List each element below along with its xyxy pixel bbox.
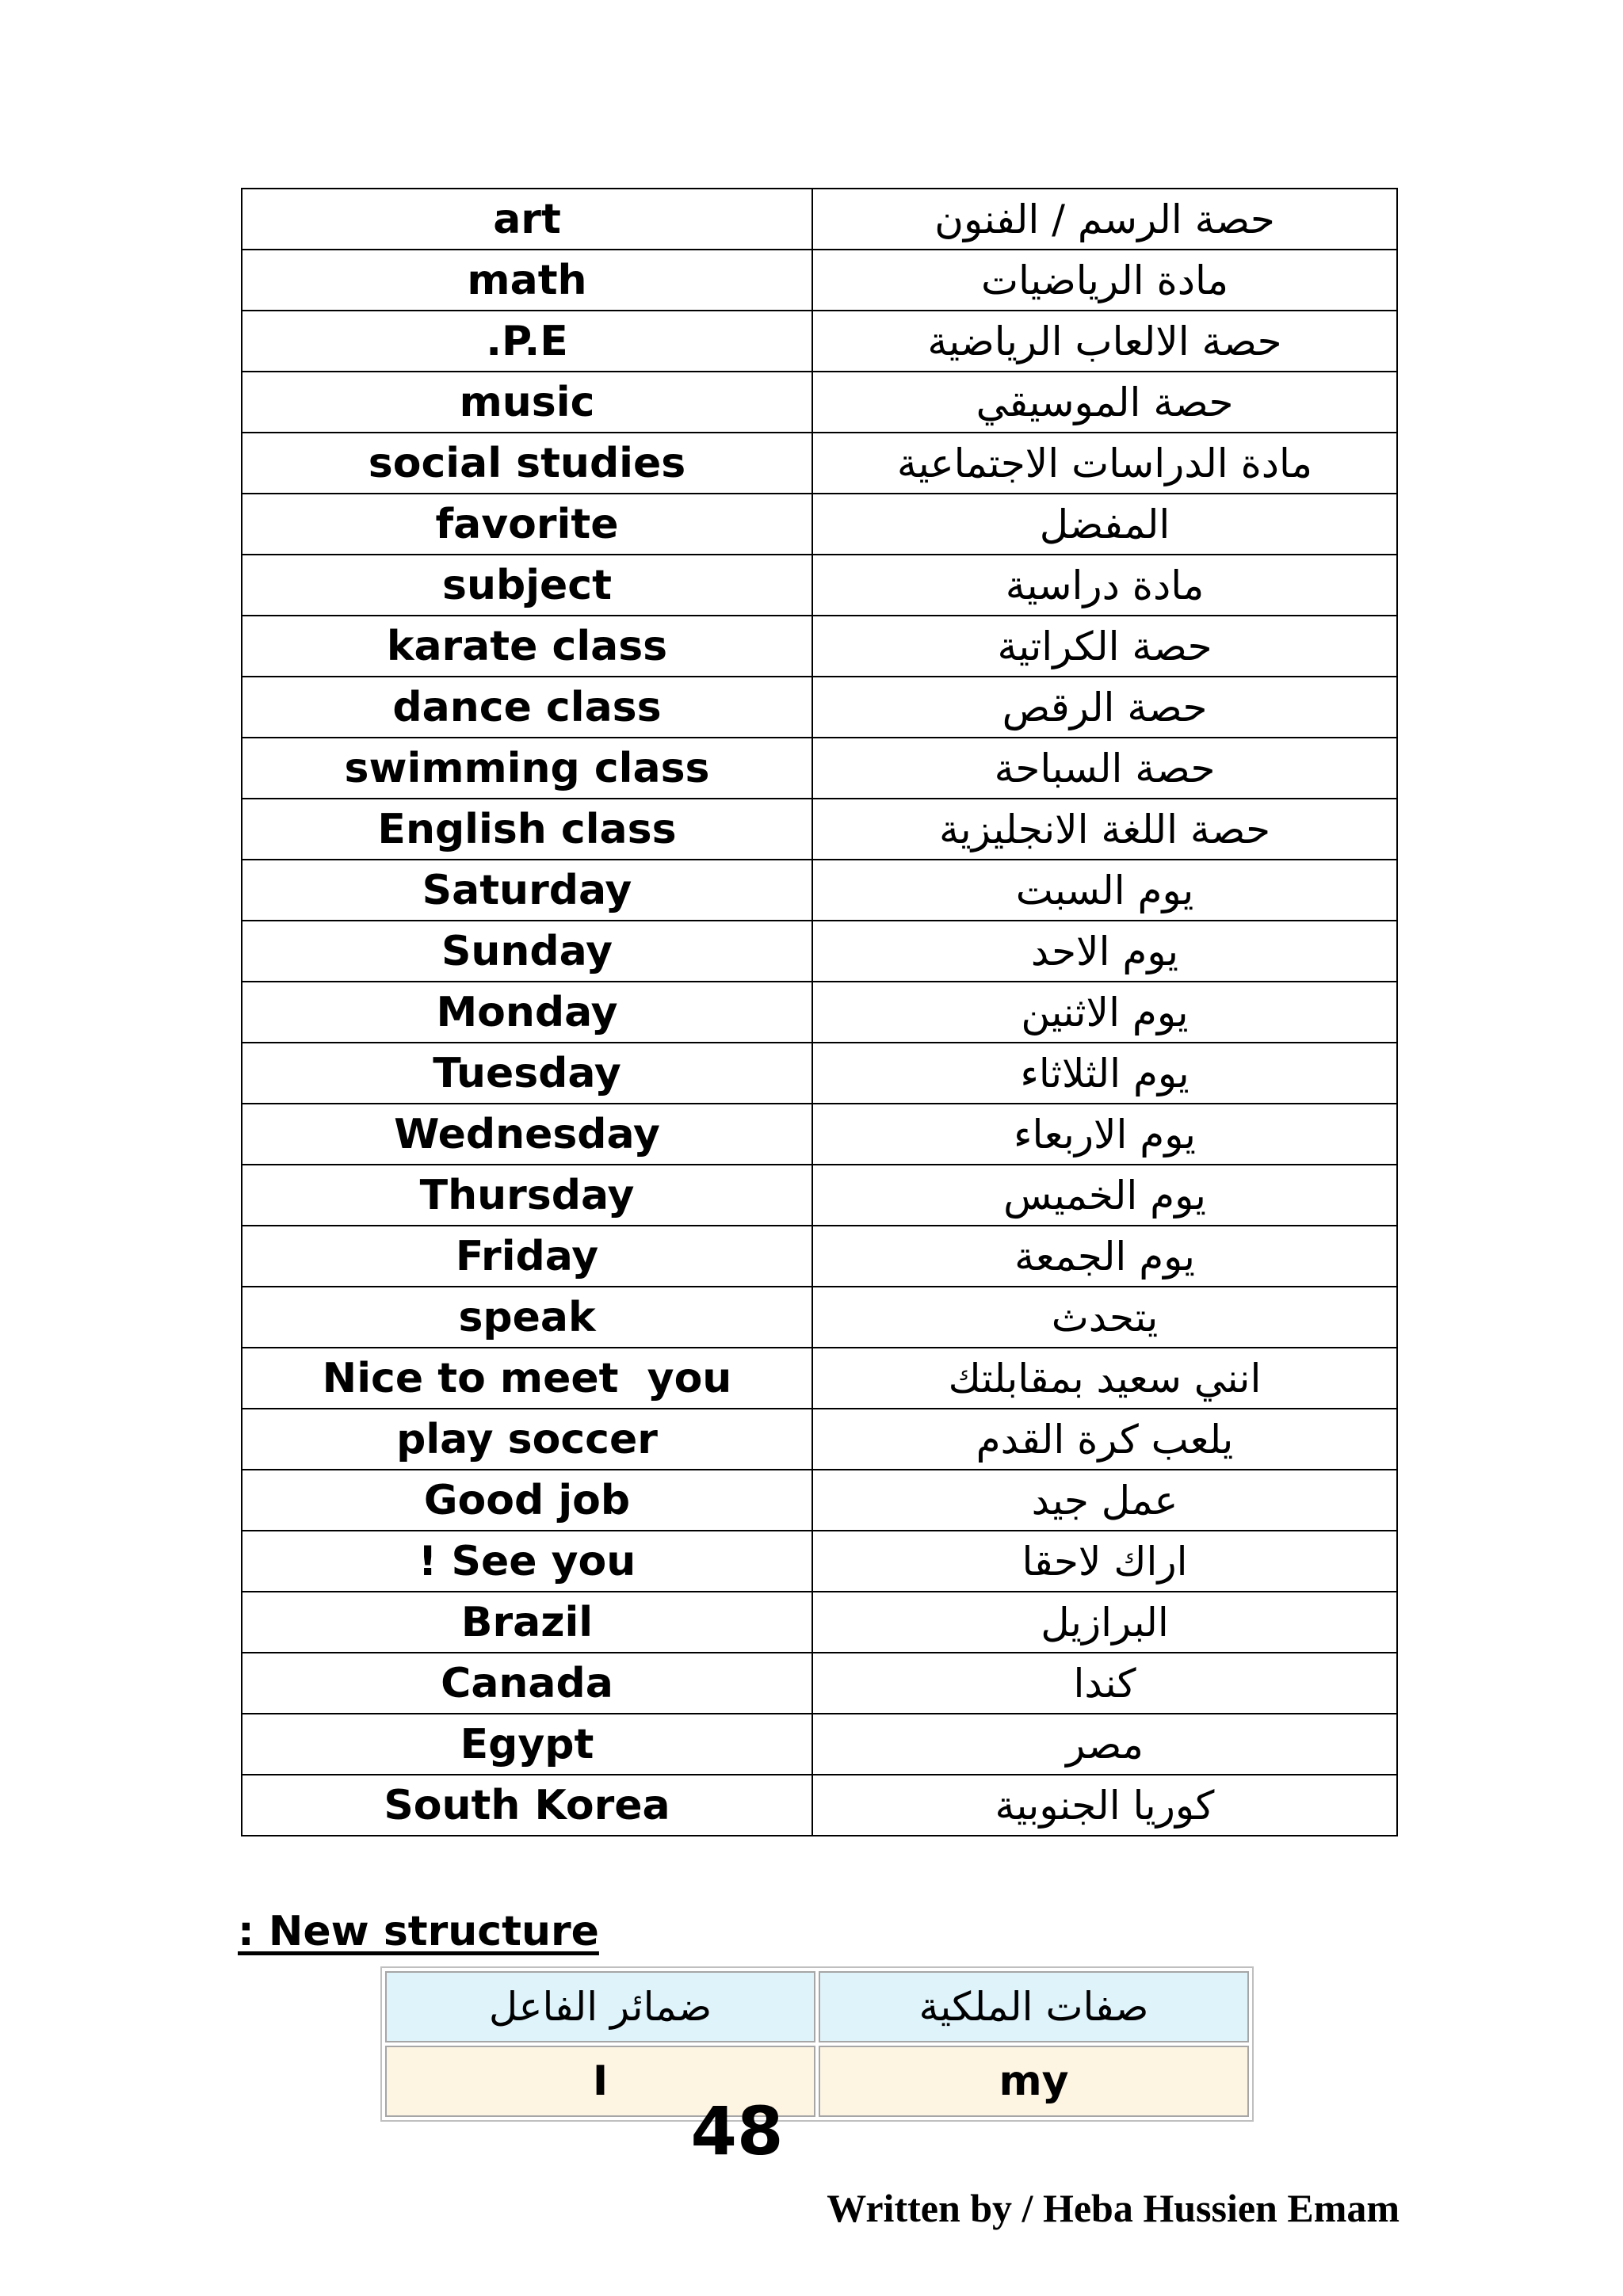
table-row xyxy=(242,311,1397,372)
table-row xyxy=(242,616,1397,677)
arabic-translation: كوريا الجنوبية xyxy=(812,1775,1397,1836)
subject-pronoun-cell: I xyxy=(385,2046,815,2117)
structure-row xyxy=(385,2046,1249,2117)
table-row xyxy=(242,189,1397,250)
table-row xyxy=(242,250,1397,311)
table-row xyxy=(242,860,1397,921)
english-word: South Korea xyxy=(242,1775,812,1836)
arabic-translation: يوم الخميس xyxy=(812,1165,1397,1226)
english-word: social studies xyxy=(242,433,812,494)
table-row xyxy=(242,1226,1397,1287)
arabic-translation: يوم الثلاثاء xyxy=(812,1043,1397,1104)
arabic-translation: حصة الموسيقي xyxy=(812,372,1397,433)
english-word: music xyxy=(242,372,812,433)
arabic-translation: انني سعيد بمقابلتك xyxy=(812,1348,1397,1409)
arabic-translation: يتحدث xyxy=(812,1287,1397,1348)
table-row xyxy=(242,1775,1397,1836)
english-word: Monday xyxy=(242,982,812,1043)
table-row xyxy=(242,738,1397,799)
table-row xyxy=(242,1531,1397,1592)
arabic-translation: البرازيل xyxy=(812,1592,1397,1653)
english-word: Nice to meet you xyxy=(242,1348,812,1409)
structure-table xyxy=(380,1966,1254,2122)
table-row xyxy=(242,433,1397,494)
new-structure-heading: : New structure xyxy=(238,1908,599,1955)
vocabulary-table xyxy=(241,188,1398,1836)
arabic-translation: عمل جيد xyxy=(812,1470,1397,1531)
table-row xyxy=(242,921,1397,982)
table-row xyxy=(242,1409,1397,1470)
page-number: 48 xyxy=(690,2092,784,2170)
english-word: Tuesday xyxy=(242,1043,812,1104)
english-word: English class xyxy=(242,799,812,860)
table-row xyxy=(242,1165,1397,1226)
arabic-translation: حصة الرسم / الفنون xyxy=(812,189,1397,250)
table-row xyxy=(242,1348,1397,1409)
english-word: Egypt xyxy=(242,1714,812,1775)
arabic-translation: يوم الاربعاء xyxy=(812,1104,1397,1165)
arabic-translation: حصة الالعاب الرياضية xyxy=(812,311,1397,372)
arabic-translation: مادة الرياضيات xyxy=(812,250,1397,311)
table-row xyxy=(242,1714,1397,1775)
structure-table-body xyxy=(385,1971,1249,2117)
english-word: Sunday xyxy=(242,921,812,982)
arabic-translation: يوم الاثنين xyxy=(812,982,1397,1043)
table-row xyxy=(242,799,1397,860)
structure-header-row xyxy=(385,1971,1249,2042)
arabic-translation: مادة دراسية xyxy=(812,555,1397,616)
table-row xyxy=(242,982,1397,1043)
arabic-translation: حصة السباحة xyxy=(812,738,1397,799)
english-word: karate class xyxy=(242,616,812,677)
table-row xyxy=(242,677,1397,738)
arabic-translation: يوم الاحد xyxy=(812,921,1397,982)
arabic-translation: كندا xyxy=(812,1653,1397,1714)
arabic-translation: يوم السبت xyxy=(812,860,1397,921)
english-word: subject xyxy=(242,555,812,616)
arabic-translation: حصة الكراتية xyxy=(812,616,1397,677)
english-word: Canada xyxy=(242,1653,812,1714)
arabic-translation: يوم الجمعة xyxy=(812,1226,1397,1287)
table-row xyxy=(242,1653,1397,1714)
possessive-adjective-cell: my xyxy=(819,2046,1249,2117)
english-word: favorite xyxy=(242,494,812,555)
author-credit: Written by / Heba Hussien Emam xyxy=(827,2186,1400,2230)
english-word: ! See you xyxy=(242,1531,812,1592)
arabic-translation: حصة الرقص xyxy=(812,677,1397,738)
table-row xyxy=(242,1470,1397,1531)
vocabulary-table-body xyxy=(242,189,1397,1836)
arabic-translation: مصر xyxy=(812,1714,1397,1775)
possessive-adjectives-header: صفات الملكية xyxy=(819,1971,1249,2042)
table-row xyxy=(242,1287,1397,1348)
english-word: .P.E xyxy=(242,311,812,372)
english-word: Wednesday xyxy=(242,1104,812,1165)
arabic-translation: يلعب كرة القدم xyxy=(812,1409,1397,1470)
english-word: Saturday xyxy=(242,860,812,921)
table-row xyxy=(242,555,1397,616)
arabic-translation: اراك لاحقا xyxy=(812,1531,1397,1592)
table-row xyxy=(242,372,1397,433)
english-word: math xyxy=(242,250,812,311)
arabic-translation: حصة اللغة الانجليزية xyxy=(812,799,1397,860)
subject-pronouns-header: ضمائر الفاعل xyxy=(385,1971,815,2042)
english-word: dance class xyxy=(242,677,812,738)
english-word: play soccer xyxy=(242,1409,812,1470)
table-row xyxy=(242,1043,1397,1104)
table-row xyxy=(242,494,1397,555)
english-word: Good job xyxy=(242,1470,812,1531)
english-word: Friday xyxy=(242,1226,812,1287)
english-word: speak xyxy=(242,1287,812,1348)
english-word: swimming class xyxy=(242,738,812,799)
arabic-translation: مادة الدراسات الاجتماعية xyxy=(812,433,1397,494)
table-row xyxy=(242,1104,1397,1165)
english-word: art xyxy=(242,189,812,250)
table-row xyxy=(242,1592,1397,1653)
english-word: Thursday xyxy=(242,1165,812,1226)
arabic-translation: المفضل xyxy=(812,494,1397,555)
english-word: Brazil xyxy=(242,1592,812,1653)
